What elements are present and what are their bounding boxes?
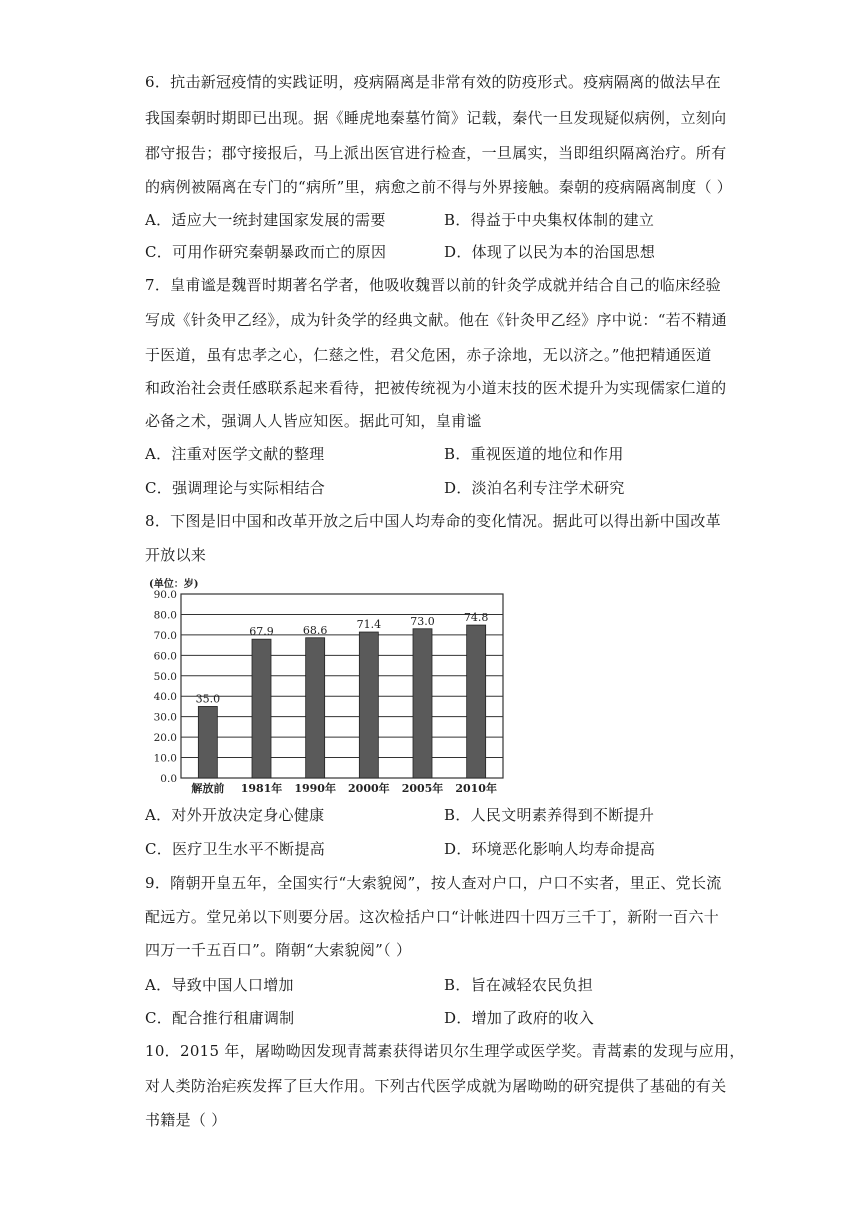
chart-y-tick-label: 10.0 [153, 752, 177, 765]
q8-option-d: D．环境恶化影响人均寿命提高 [444, 840, 656, 858]
q8-line-1: 8．下图是旧中国和改革开放之后中国人均寿命的变化情况。据此可以得出新中国改革 [145, 512, 721, 530]
chart-value-label: 74.8 [463, 611, 489, 625]
chart-value-label: 67.9 [249, 625, 274, 639]
chart-bar [413, 629, 432, 778]
q6-option-b: B．得益于中央集权体制的建立 [444, 211, 655, 229]
q7-line-3: 于医道，虽有忠孝之心，仁慈之性，君父危困，赤子涂地，无以济之。”他把精通医道 [145, 346, 712, 364]
chart-y-tick-label: 40.0 [153, 691, 177, 704]
q9-line-3: 四万一千五百口”。隋朝“大索貌阅”（ ） [145, 941, 412, 959]
chart-canvas [145, 576, 510, 796]
chart-value-label: 71.4 [356, 618, 382, 632]
q9-option-d: D．增加了政府的收入 [444, 1009, 595, 1027]
q10-line-2: 对人类防治疟疾发挥了巨大作用。下列古代医学成就为屠呦呦的研究提供了基础的有关 [145, 1077, 727, 1095]
q6-line-2: 我国秦朝时期即已出现。据《睡虎地秦墓竹简》记载，秦代一旦发现疑似病例，立刻向 [145, 109, 727, 127]
chart-x-tick-label: 2010年 [455, 782, 497, 795]
q6-line-3: 郡守报告；郡守接报后，马上派出医官进行检查，一旦属实，当即组织隔离治疗。所有 [145, 144, 727, 162]
chart-y-tick-label: 0.0 [160, 773, 177, 785]
q7-option-b: B．重视医道的地位和作用 [444, 445, 624, 463]
q8-option-b: B．人民文明素养得到不断提升 [444, 806, 655, 824]
chart-x-tick-label: 1981年 [240, 782, 283, 795]
q7-line-2: 写成《针灸甲乙经》，成为针灸学的经典文献。他在《针灸甲乙经》序中说：“若不精通 [145, 311, 727, 329]
q9-line-2: 配远方。堂兄弟以下则要分居。这次检括户口“计帐进四十四万三千丁，新附一百六十 [145, 908, 720, 926]
chart-y-tick-label: 90.0 [153, 589, 177, 601]
chart-y-tick-label: 30.0 [153, 711, 177, 724]
chart-y-tick-label: 80.0 [153, 609, 177, 622]
q6-option-a: A．适应大一统封建国家发展的需要 [145, 211, 386, 229]
chart-bar [198, 706, 217, 778]
chart-bar [359, 632, 378, 778]
q7-line-5: 必备之术，强调人人皆应知医。据此可知，皇甫谧 [145, 412, 482, 430]
chart-bar [252, 639, 271, 778]
chart-x-tick-label: 2000年 [348, 782, 390, 795]
q6-line-4: 的病例被隔离在专门的“病所”里，病愈之前不得与外界接触。秦朝的疫病隔离制度（ ） [145, 178, 733, 196]
q10-line-1: 10．2015 年，屠呦呦因发现青蒿素获得诺贝尔生理学或医学奖。青蒿素的发现与应用， [145, 1042, 745, 1060]
q6-line-1: 6．抗击新冠疫情的实践证明，疫病隔离是非常有效的防疫形式。疫病隔离的做法早在 [145, 73, 721, 91]
q9-option-b: B．旨在减轻农民负担 [444, 976, 594, 994]
chart-x-tick-label: 解放前 [191, 782, 225, 795]
chart-unit-label: (单位：岁) [149, 579, 199, 590]
chart-y-tick-label: 60.0 [153, 650, 177, 663]
chart-value-label: 68.6 [302, 623, 328, 637]
q9-option-c: C．配合推行租庸调制 [145, 1009, 295, 1027]
chart-bar [306, 638, 325, 778]
chart-y-tick-label: 50.0 [153, 670, 177, 683]
q7-option-a: A．注重对医学文献的整理 [145, 445, 325, 463]
q8-line-2: 开放以来 [145, 546, 207, 564]
q9-option-a: A．导致中国人口增加 [145, 976, 294, 994]
q7-option-d: D．淡泊名利专注学术研究 [444, 479, 625, 497]
q8-option-a: A．对外开放决定身心健康 [145, 806, 325, 824]
q7-line-1: 7．皇甫谧是魏晋时期著名学者，他吸收魏晋以前的针灸学成就并结合自己的临床经验 [145, 276, 721, 294]
q6-option-d: D．体现了以民为本的治国思想 [444, 243, 656, 261]
chart-bar [467, 625, 486, 778]
q6-option-c: C．可用作研究秦朝暴政而亡的原因 [145, 243, 387, 261]
chart-x-tick-label: 2005年 [401, 782, 444, 795]
life-expectancy-bar-chart [145, 576, 510, 796]
q10-line-3: 书籍是（ ） [145, 1111, 227, 1129]
chart-x-tick-label: 1990年 [294, 782, 336, 795]
chart-y-tick-label: 70.0 [153, 629, 177, 642]
q9-line-1: 9．隋朝开皇五年，全国实行“大索貌阅”，按人查对户口，户口不实者，里正、党长流 [145, 874, 722, 892]
q7-option-c: C．强调理论与实际相结合 [145, 479, 326, 497]
chart-frame [181, 594, 503, 778]
chart-y-tick-label: 20.0 [153, 732, 177, 745]
chart-value-label: 73.0 [410, 614, 435, 628]
q7-line-4: 和政治社会责任感联系起来看待，把被传统视为小道末技的医术提升为实现儒家仁道的 [145, 379, 727, 397]
q8-option-c: C．医疗卫生水平不断提高 [145, 840, 326, 858]
chart-value-label: 35.0 [195, 692, 221, 706]
